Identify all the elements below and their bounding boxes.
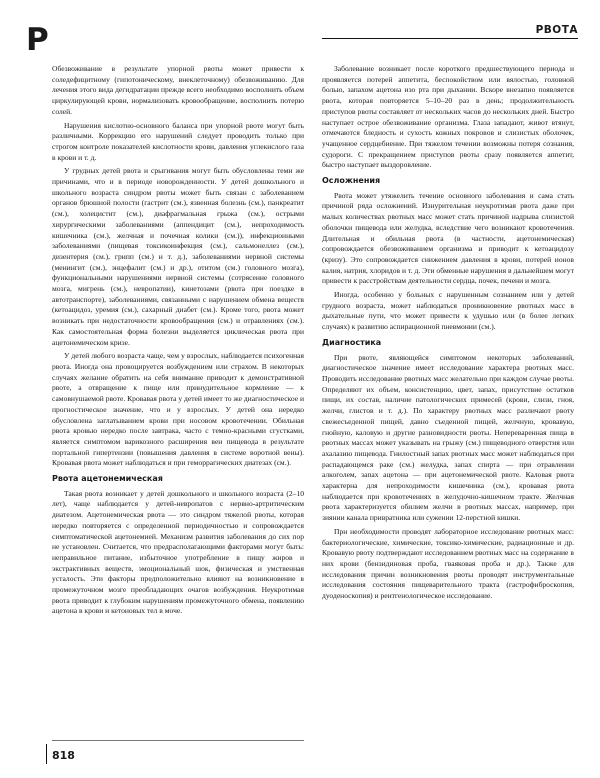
- paragraph: Рвота может утяжелить течение основного заболевания и сама стать причиной ряда осложнений. Изнурительная неукротимая рвота даже при малых количествах рвотных масс может стать причиной надрыва слизистой оболочки пищевода или желудка, вследствие чего возникают кровотечения. Длительная и обильная рвота (в частности, ацетонемическая) сопровождается обезвоживанием организма и приводит к кетоацидозу (кризу). Это сопровождается снижением давления в крови, потерей ионов калия, натрия, хлоридов и т. д. Эти обменные нарушения в дальнейшем могут привести к расстройствам деятельности сердца, почек, печени и мозга.: [322, 190, 574, 286]
- section-heading: Осложнения: [322, 176, 381, 186]
- text-column-right: [322, 64, 574, 605]
- paragraph: При необходимости проводят лабораторное исследование рвотных масс: бактериологические, химические, токсико-химические, радиационные и др. Кровавую рвоту подтверждают исследованием рвотных масс на содержание в них крови (бензидиновая проба, гваяковая проба и др.). Также для исследования причин возникновения рвоты проводят инструментальные исследования состояния пищеварительного тракта (гастрофиброскопия, дуоденоскопия) и рентгенологическое исследование.: [322, 526, 574, 601]
- section-heading: Диагностика: [322, 337, 382, 347]
- section-heading: Рвота ацетонемическая: [52, 474, 163, 484]
- paragraph: У грудных детей рвота и срыгивания могут быть обусловлены теми же причинами, что и в периоде новорожденности. У детей дошкольного и школьного возраста синдром рвоты может быть связан с заболеванием органов брюшной полости (гастрит (см.), язвенная болезнь (см.), панкреатит (см.), холецистит (см.), диафрагмальная грыжа (см.), острыми хирургическими заболеваниями (аппендицит (см.), непроходимость кишечника (см.), желчная и почечная колики (см.)), инфекционными заболеваниями (пищевая токсикоинфекция (см.), сальмонеллез (см.), дизентерия (см.), грипп (см.) и т. д.), заболеваниями нервной системы (менингит (см.), энцефалит (см.) и др.), отитом (см.) головного мозга), функциональными нарушениями нервной системы (сотрясение головного мозга, мигрень (см.), невропатии), кинетозами (рвота при поездке в автотранспорте), заболеваниями, связанными с нарушением обмена веществ (кетоацидоз, уремия (см.), сахарный диабет (см.). Кроме того, рвота может возникать при недостаточности кровообращения (см.) и отравлениях (см.). Как самостоятельная форма болезни выделяется циклическая рвота при ацетонемическом кризе.: [52, 166, 304, 347]
- page-number: 818: [52, 749, 75, 762]
- section-letter: Р: [26, 22, 49, 58]
- paragraph: Нарушения кислотно-основного баланса при упорной рвоте могут быть различными. Коррекцию его нарушений следует проводить только при строгом контроле показателей кислотности крови, давления углекислого газа в крови и т. д.: [52, 120, 304, 162]
- page-number-bar: [22, 744, 47, 764]
- footer-divider: [52, 740, 304, 741]
- paragraph: У детей любого возраста чаще, чем у взрослых, наблюдается психогенная рвота. Иногда она провоцируется возбуждением или страхом. В некоторых случаях желание обратить на себя внимание приводит к демонстративной рвоте, а отвращение к пище или принудительное кормление — к самовнушаемой рвоте. Кровавая рвота у детей имеет то же диагностическое и прогностическое значение, что и у взрослых. У детей она нередко обусловлена заглатыванием крови при носовом кровотечении. Обильная рвота кровью нередко после завтрака, часто с темно-красными сгустками, является симптомом варикозного расширения вен пищевода в результате портальной гипертензии (повышения давления в системе воротной вены). Кровавая рвота может наблюдаться и при геморрагических диатезах (см.).: [52, 351, 304, 468]
- running-title: РВОТА: [535, 24, 578, 36]
- paragraph: Заболевание возникает после короткого предшествующего периода и проявляется потерей аппетита, беспокойством или вялостью, головной болью, запахом ацетона изо рта при дыхании. Вскоре внезапно появляется рвота, которая повторяется 5–10–20 раз в день; продолжительность приступов рвоты составляет от нескольких часов до нескольких дней. Быстро наступает острое обезвоживание организма. Глаза западают, живот втянут, отмечаются бледность и сухость кожных покровов и слизистых оболочек, учащенное сердцебиение. При тяжелом течении возможны потеря сознания, судороги. С прекращением приступов рвоты сразу появляется аппетит, быстро наступает выздоровление.: [322, 64, 574, 170]
- running-header: [322, 24, 578, 39]
- paragraph: Такая рвота возникает у детей дошкольного и школьного возраста (2–10 лет), чаще наблюдается у детей-невропатов с нервно-артритическим диатезом. Ацетонемическая рвота — это синдром тяжелой рвоты, которая нередко повторяется с определенной периодичностью и сопровождается симптоматической ацетонемией. Механизм развития заболевания до сих пор не установлен. Считается, что предрасполагающими факторами могут быть: неправильное питание, избыточное употребление в пищу жиров и экстрактивных веществ, эмоциональный шок, физическая и умственная усталость. Эти факторы предположительно влияют на возникновение в промежуточном мозге преобладающих очагов возбуждения. Неукротимая рвота приводит к глубоким нарушениям промежуточного обмена, появлению ацетона в крови и кетоновых тел в моче.: [52, 488, 304, 616]
- paragraph: При рвоте, являющейся симптомом некоторых заболеваний, диагностическое значение имеет исследование характера рвотных масс. Проводить исследование рвотных масс желательно при каждом случае рвоты. Определяют их объем, консистенцию, цвет, запах, присутствие остатков пищи, их состав, наличие патологических примесей (крови, слизи, гноя, желчи, глистов и т. д.). По характеру рвотных масс различают рвоту свежесъеденной пищей, давно съеденной пищей, желчную, кровавую, гнойную, каловую и другие разновидности рвоты. Непереваренная пища в рвотных массах может указывать на грыжу (см.) пищеводного отверстия или ахалазию пищевода. Гнилостный запах рвотных масс может наблюдаться при распадающемся раке (см.) желудка, запах спирта — при отравлении алкоголем, запах ацетона — при ацетонемической рвоте. Каловая рвота характерна для непроходимости кишечника (см.), кровавая рвота наблюдается при кровотечениях в желудочно-кишечном тракте. Желчная рвота характеризуется обилием желчи в рвотных массах, например, при зиянии канала привратника или сужении 12-перстной кишки.: [322, 352, 574, 523]
- text-column-left: [52, 64, 304, 620]
- paragraph: Иногда, особенно у больных с нарушенным сознанием или у детей грудного возраста, может наблюдаться проникновение рвотных масс в дыхательные пути, что может привести к удушью или (в более легких случаях) к развитию аспирационной пневмонии (см.).: [322, 290, 574, 332]
- paragraph: Обезвоживание в результате упорной рвоты может привести к соледефицитному (гипотоническому, внеклеточному) обезвоживанию. Для лечения этого вида дегидратации прежде всего необходимо восполнить объем циркулирующей крови, нормализовать кровообращение, восполнить потерю солей.: [52, 64, 304, 116]
